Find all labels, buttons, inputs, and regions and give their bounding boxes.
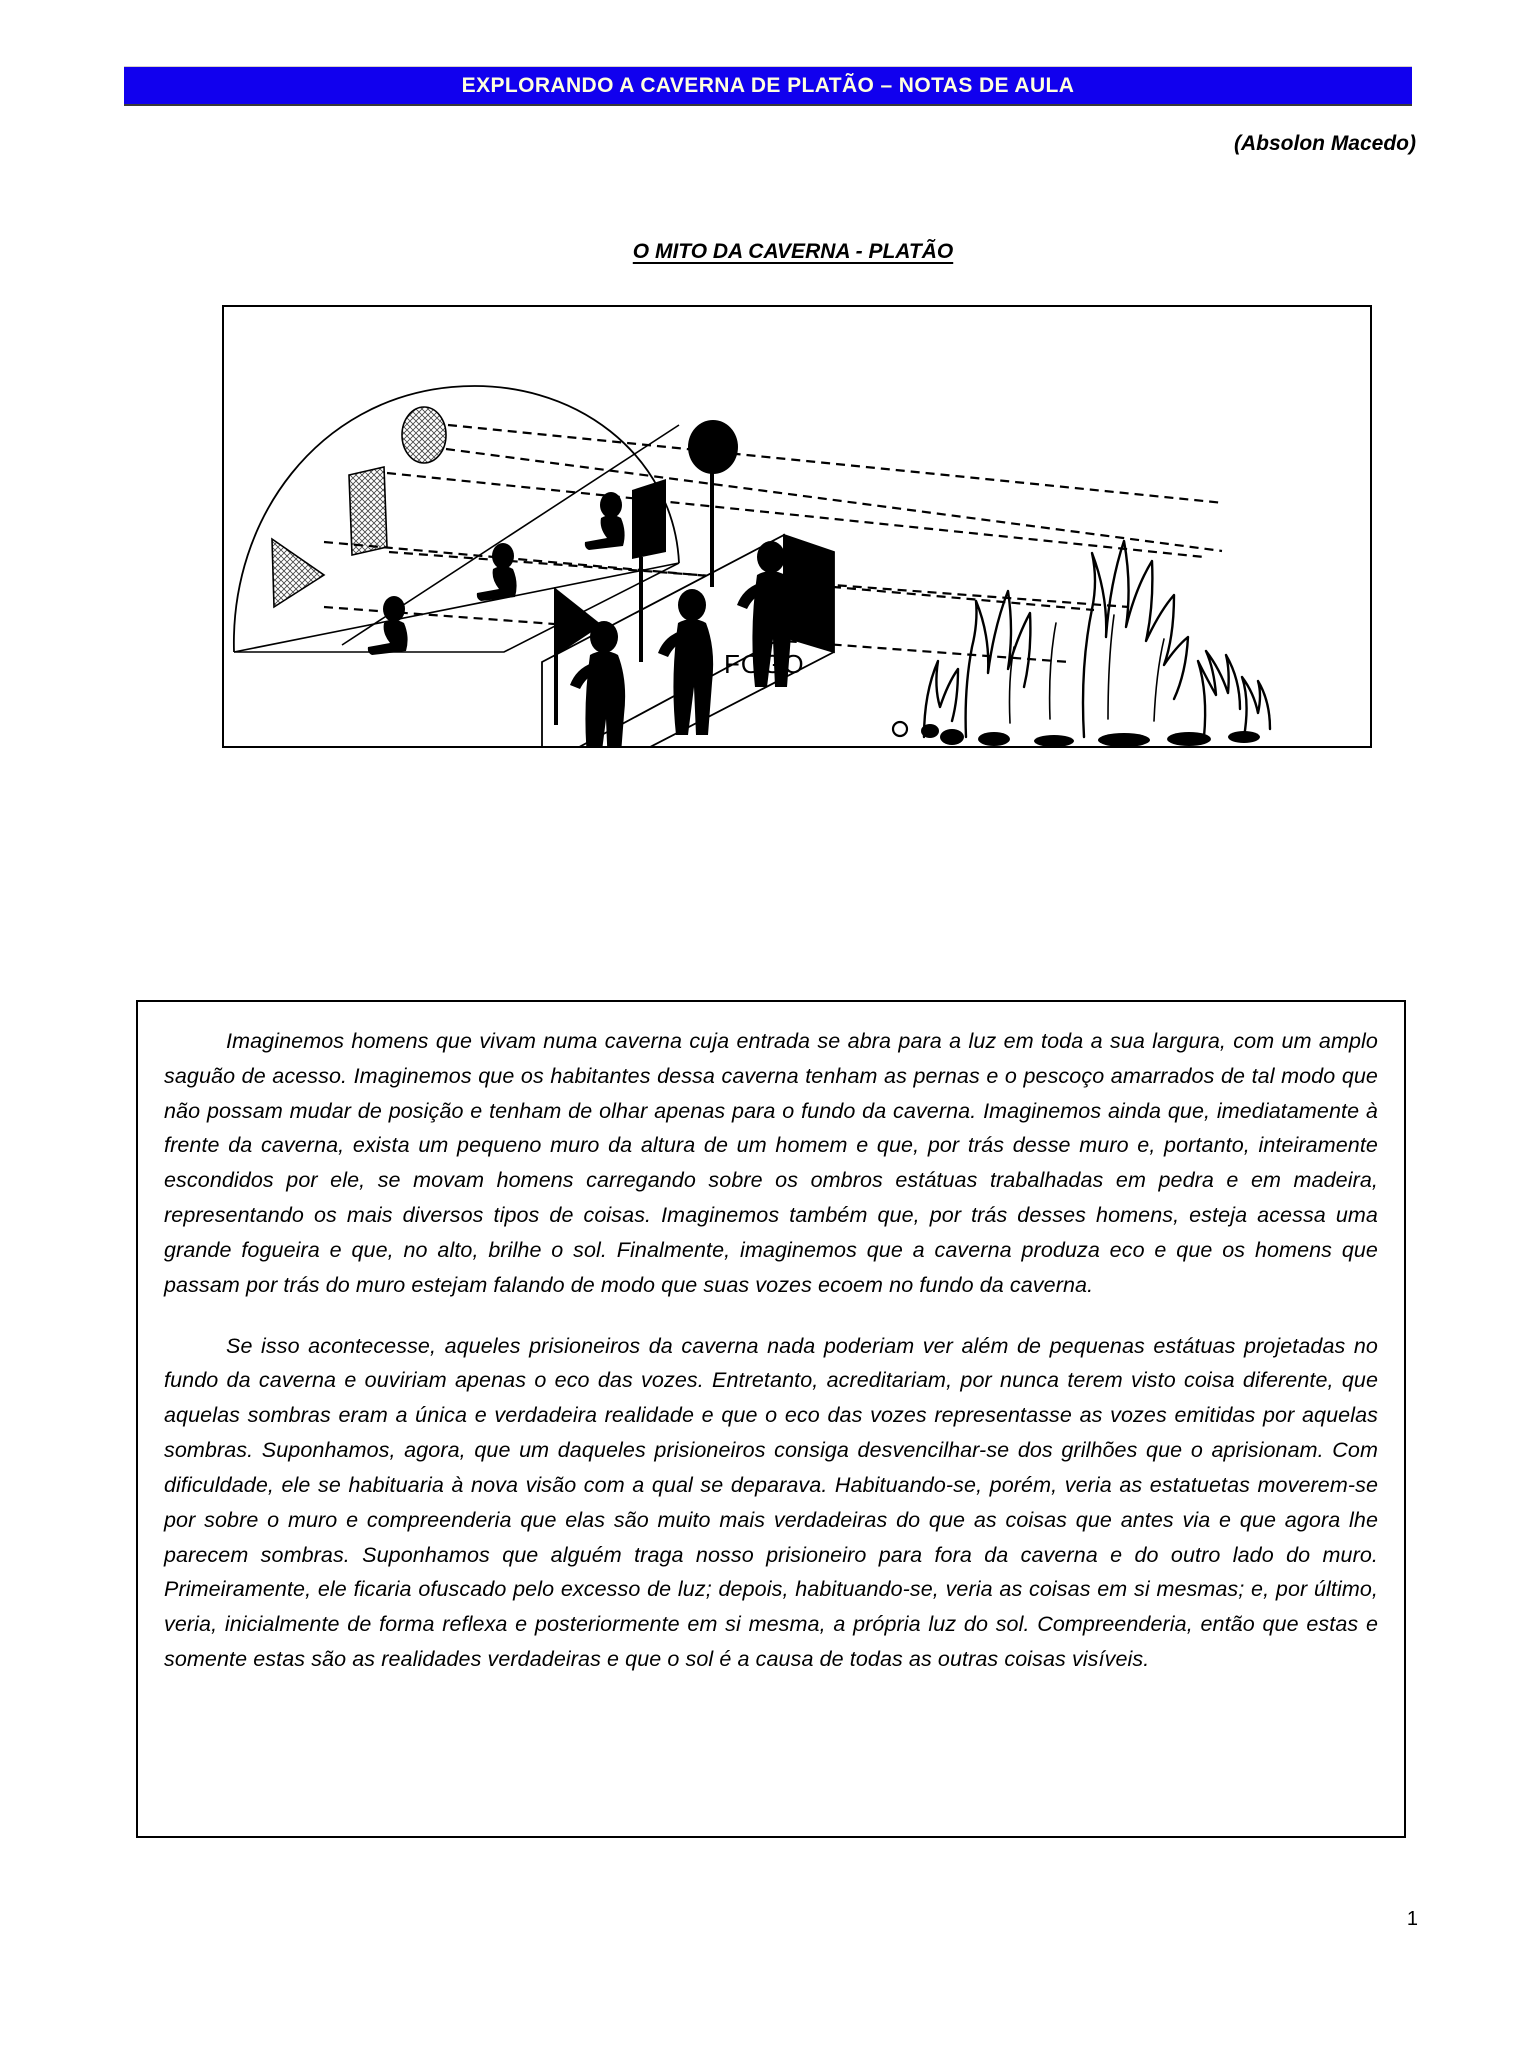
paragraph-2: Se isso acontecesse, aqueles prisioneiros da caverna nada poderiam ver além de pequenas estátuas projetadas no fundo da caverna e ouviriam apenas o eco das vozes. Entretanto, acreditariam, por nunca terem visto coisa diferente, que aquelas sombras eram a única e verdadeira realidade e que o eco das vozes representasse as vozes emitidas por aquelas sombras. Suponhamos, agora, que um daqueles prisioneiros consiga desvencilhar-se dos grilhões que o aprisionam. Com dificuldade, ele se habituaria à nova visão com a qual se deparava. Habituando-se, porém, veria as estatuetas moverem-se por sobre o muro e compreenderia que elas são muito mais verdadeiras do que as coisas que antes via e que agora lhe parecem sombras. Suponhamos que alguém traga nosso prisioneiro para fora da caverna e do outro lado do muro. Primeiramente, ele ficaria ofuscado pelo excesso de luz; depois, habituando-se, veria as coisas em si mesmas; e, por último, veria, inicialmente de forma reflexa e posteriormente em si mesma, a própria luz do sol. Compreenderia, então que estas e somente estas são as realidades verdadeiras e que o sol é a causa de todas as outras coisas visíveis.	[164, 1333, 1378, 1672]
paragraph-1: Imaginemos homens que vivam numa caverna cuja entrada se abra para a luz em toda a sua largura, com um amplo saguão de acesso. Imaginemos que os habitantes dessa caverna tenham as pernas e o pescoço amarrados de tal modo que não possam mudar de posição e tenham de olhar apenas para o fundo da caverna. Imaginemos ainda que, imediatamente à frente da caverna, exista um pequeno muro da altura de um homem e que, por trás desse muro e, portanto, inteiramente escondidos por ele, se movam homens carregando sobre os ombros estátuas trabalhadas em pedra e em madeira, representando os mais diversos tipos de coisas. Imaginemos também que, por trás desses homens, esteja acessa uma grande fogueira e que, no alto, brilhe o sol. Finalmente, imaginemos que a caverna produza eco e que os homens que passam por trás do muro estejam falando de modo que suas vozes ecoem no fundo da caverna.	[164, 1029, 1378, 1297]
fire-label: FOGO	[724, 649, 805, 679]
section-title: O MITO DA CAVERNA - PLATÃO	[632, 240, 954, 263]
body-text-box	[136, 1000, 1406, 1838]
statue-circle	[688, 420, 738, 587]
page-number: 1	[1406, 1908, 1418, 1930]
shadow-rectangle	[349, 467, 387, 555]
prisoner-3	[585, 492, 625, 550]
author-credit: (Absolon Macedo)	[1234, 132, 1416, 155]
cave-illustration-figure	[222, 305, 1372, 748]
shadow-triangle	[272, 539, 324, 607]
header-banner	[124, 66, 1412, 104]
prisoner-2	[477, 543, 517, 601]
page-title: EXPLORANDO A CAVERNA DE PLATÃO – NOTAS DE AULA	[461, 73, 1075, 97]
fire	[893, 541, 1270, 746]
cave-diagram-svg	[224, 307, 1370, 746]
shadow-circle	[402, 407, 446, 463]
prisoner-1	[368, 596, 408, 655]
